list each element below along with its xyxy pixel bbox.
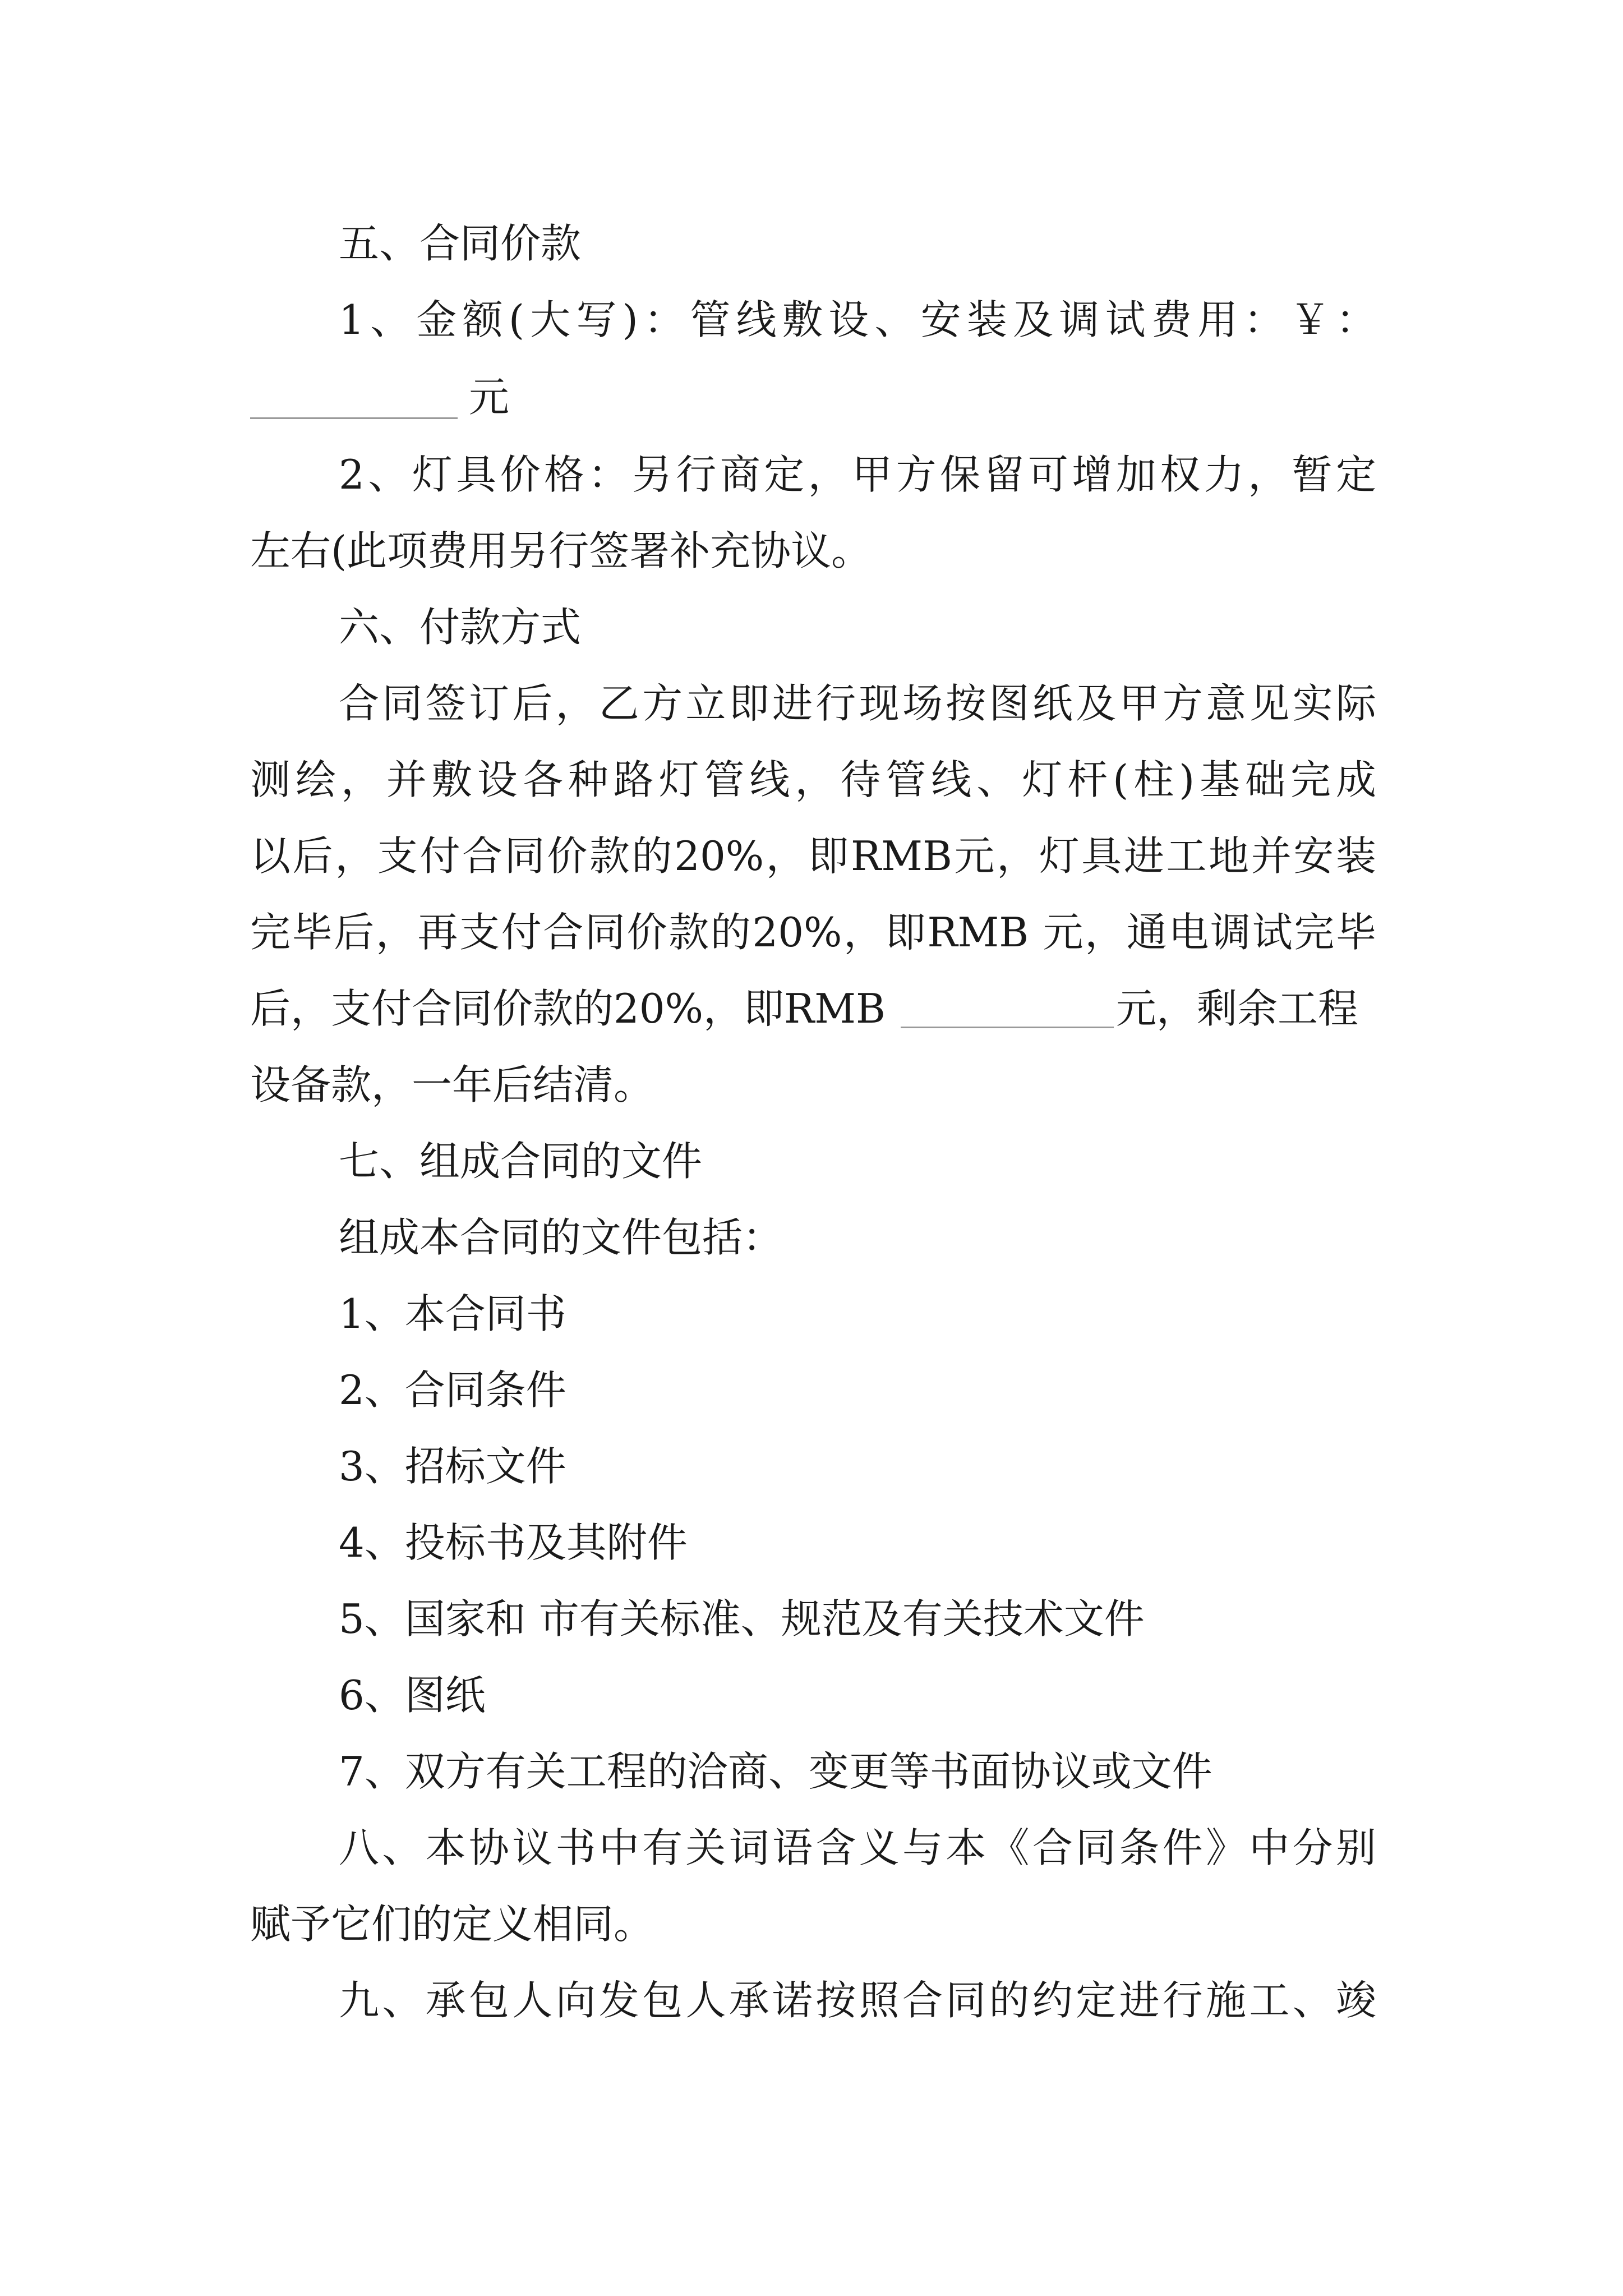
section-5-item-2-line-1: 2、灯具价格：另行商定，甲方保留可增加权力，暂定 [339, 451, 1376, 498]
section-9-line-1: 九、承包人向发包人承诺按照合同的约定进行施工、竣 [339, 1977, 1376, 2024]
section-7-item-2: 2、合同条件 [339, 1366, 566, 1414]
section-6-paragraph-line-6: 设备款，一年后结清。 [250, 1061, 654, 1108]
section-7-item-4: 4、投标书及其附件 [339, 1519, 688, 1566]
section-7-item-5: 5、国家和 市有关标准、规范及有关技术文件 [339, 1595, 1145, 1642]
section-6-paragraph-line-5-a: 后，支付合同价款的20%，即RMB [250, 985, 886, 1032]
section-7-item-3: 3、招标文件 [339, 1443, 566, 1490]
section-6-paragraph-line-5-blank [901, 988, 1114, 1029]
section-5-item-1-unit: 元 [469, 374, 510, 421]
section-5-item-1: 1、金额(大写)：管线敷设、安装及调试费用：￥： [339, 296, 1376, 343]
section-6-paragraph-line-2: 测绘，并敷设各种路灯管线，待管线、灯杆(柱)基础完成 [250, 756, 1376, 803]
section-7-item-6: 6、图纸 [339, 1672, 486, 1719]
section-6-paragraph-line-5-b: 元，剩余工程 [1116, 985, 1359, 1032]
section-6-paragraph-line-1: 合同签订后，乙方立即进行现场按图纸及甲方意见实际 [339, 680, 1376, 727]
section-7-heading: 七、组成合同的文件 [339, 1138, 703, 1185]
section-7-item-7: 7、双方有关工程的洽商、变更等书面协议或文件 [339, 1748, 1212, 1795]
section-6-heading: 六、付款方式 [339, 604, 582, 651]
section-6-paragraph-line-3: 以后，支付合同价款的20%，即RMB元，灯具进工地并安装 [250, 832, 1376, 880]
section-7-intro: 组成本合同的文件包括： [339, 1214, 783, 1261]
fill-blank [250, 414, 458, 419]
section-5-item-2-line-2: 左右(此项费用另行签署补充协议。 [250, 527, 872, 574]
fill-blank [901, 1023, 1114, 1028]
section-6-paragraph-line-4: 完毕后，再支付合同价款的20%，即RMB 元，通电调试完毕 [250, 909, 1376, 956]
section-8-line-1: 八、本协议书中有关词语含义与本《合同条件》中分别 [339, 1824, 1376, 1871]
section-8-line-2: 赋予它们的定义相同。 [250, 1901, 654, 1948]
section-7-item-1: 1、本合同书 [339, 1290, 566, 1337]
section-5-heading: 五、合同价款 [339, 220, 582, 267]
section-5-item-1-blank [250, 379, 463, 420]
